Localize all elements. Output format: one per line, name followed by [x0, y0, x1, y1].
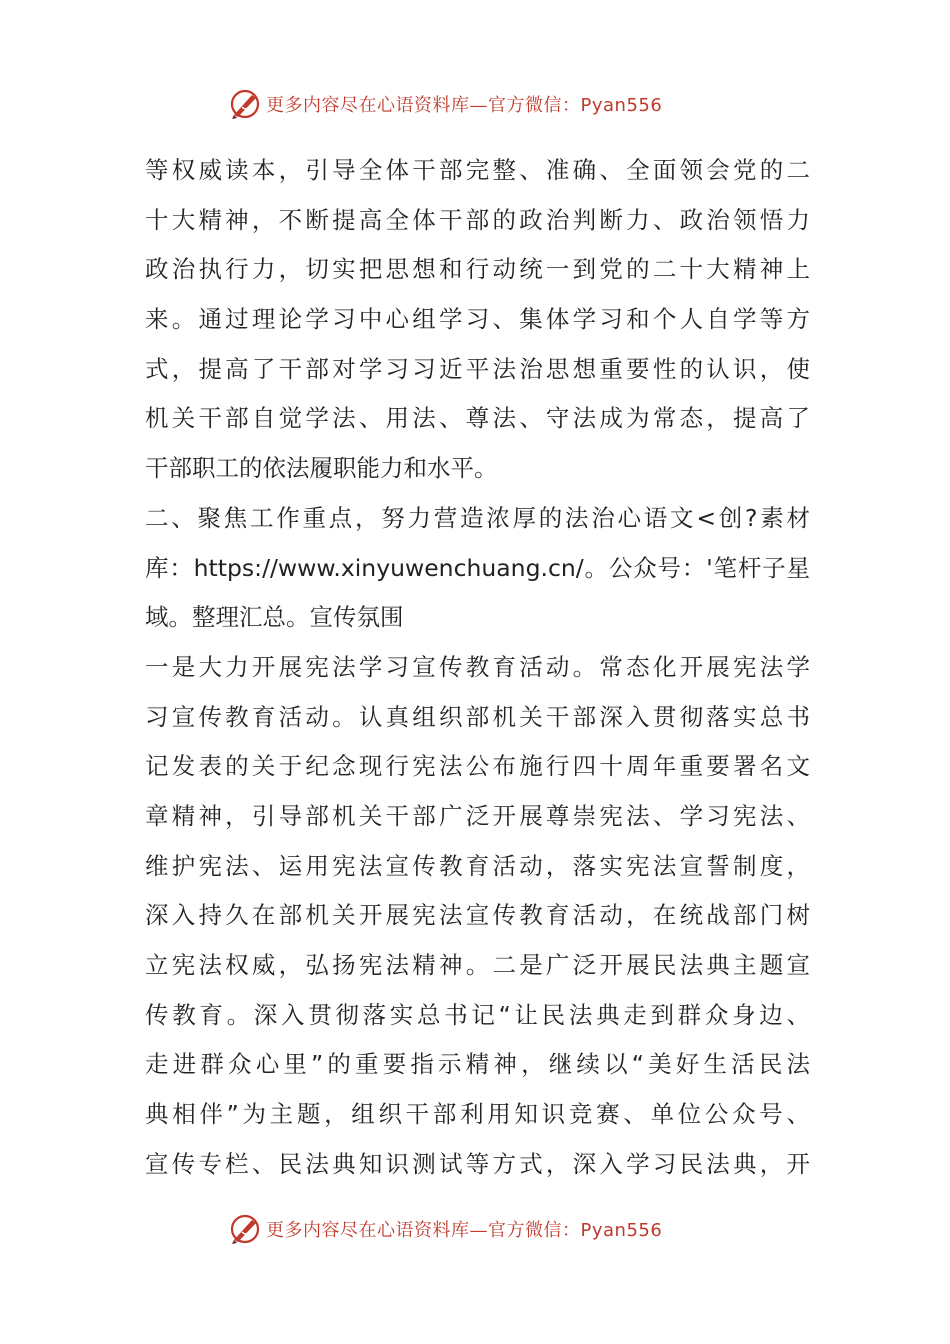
watermark-text-line	[266, 1216, 662, 1242]
section-heading-line: 二、聚焦工作重点，努力营造浓厚的法治心语文<创?素材	[145, 503, 810, 532]
body-line: 传教育。深入贯彻落实总书记“让民法典走到群众身边、	[145, 1000, 810, 1029]
watermark-wechat-label: 官方微信：	[488, 1220, 581, 1241]
body-line: 维护宪法、运用宪法宣传教育活动，落实宪法宣誓制度，	[145, 851, 810, 880]
body-line: 机关干部自觉学法、用法、尊法、守法成为常态，提高了	[145, 404, 810, 433]
watermark-text: 更多内容尽在心语资料库	[266, 1220, 470, 1241]
pen-logo-icon	[228, 87, 262, 121]
body-line: 习宣传教育活动。认真组织部机关干部深入贯彻落实总书	[145, 702, 810, 731]
section-heading-line: 库：https://www.xinyuwenchuang.cn/。公众号：'笔杆子星	[145, 553, 810, 582]
body-line: 干部职工的依法履职能力和水平。	[145, 454, 498, 483]
watermark-wechat-label: 官方微信：	[488, 95, 581, 116]
body-line: 典相伴”为主题，组织干部利用知识竞赛、单位公众号、	[145, 1100, 810, 1129]
body-line: 章精神，引导部机关干部广泛开展尊崇宪法、学习宪法、	[145, 801, 810, 830]
watermark-wechat-id: Pyan556	[580, 95, 663, 116]
watermark-dash: —	[469, 1220, 488, 1241]
watermark-header	[228, 86, 728, 122]
document-body	[145, 146, 810, 1189]
watermark-text: 更多内容尽在心语资料库	[266, 95, 470, 116]
section-heading-line: 域。整理汇总。宣传氛围	[145, 603, 404, 632]
watermark-dash: —	[469, 95, 488, 116]
watermark-text-line	[266, 91, 662, 117]
body-line: 式，提高了干部对学习习近平法治思想重要性的认识，使	[145, 354, 810, 383]
body-line: 深入持久在部机关开展宪法宣传教育活动，在统战部门树	[145, 901, 810, 930]
body-line: 一是大力开展宪法学习宣传教育活动。常态化开展宪法学	[145, 652, 810, 681]
body-line: 走进群众心里”的重要指示精神，继续以“美好生活民法	[145, 1050, 810, 1079]
body-line: 来。通过理论学习中心组学习、集体学习和个人自学等方	[145, 305, 810, 334]
watermark-wechat-id: Pyan556	[580, 1220, 663, 1241]
body-line: 政治执行力，切实把思想和行动统一到党的二十大精神上	[145, 255, 810, 284]
body-line: 宣传专栏、民法典知识测试等方式，深入学习民法典，开	[145, 1149, 810, 1178]
pen-logo-icon	[228, 1212, 262, 1246]
body-line: 十大精神，不断提高全体干部的政治判断力、政治领悟力	[145, 205, 810, 234]
body-line: 等权威读本，引导全体干部完整、准确、全面领会党的二	[145, 156, 810, 184]
watermark-footer	[228, 1211, 728, 1247]
body-line: 立宪法权威，弘扬宪法精神。二是广泛开展民法典主题宣	[145, 951, 810, 979]
body-line: 记发表的关于纪念现行宪法公布施行四十周年重要署名文	[145, 752, 810, 781]
